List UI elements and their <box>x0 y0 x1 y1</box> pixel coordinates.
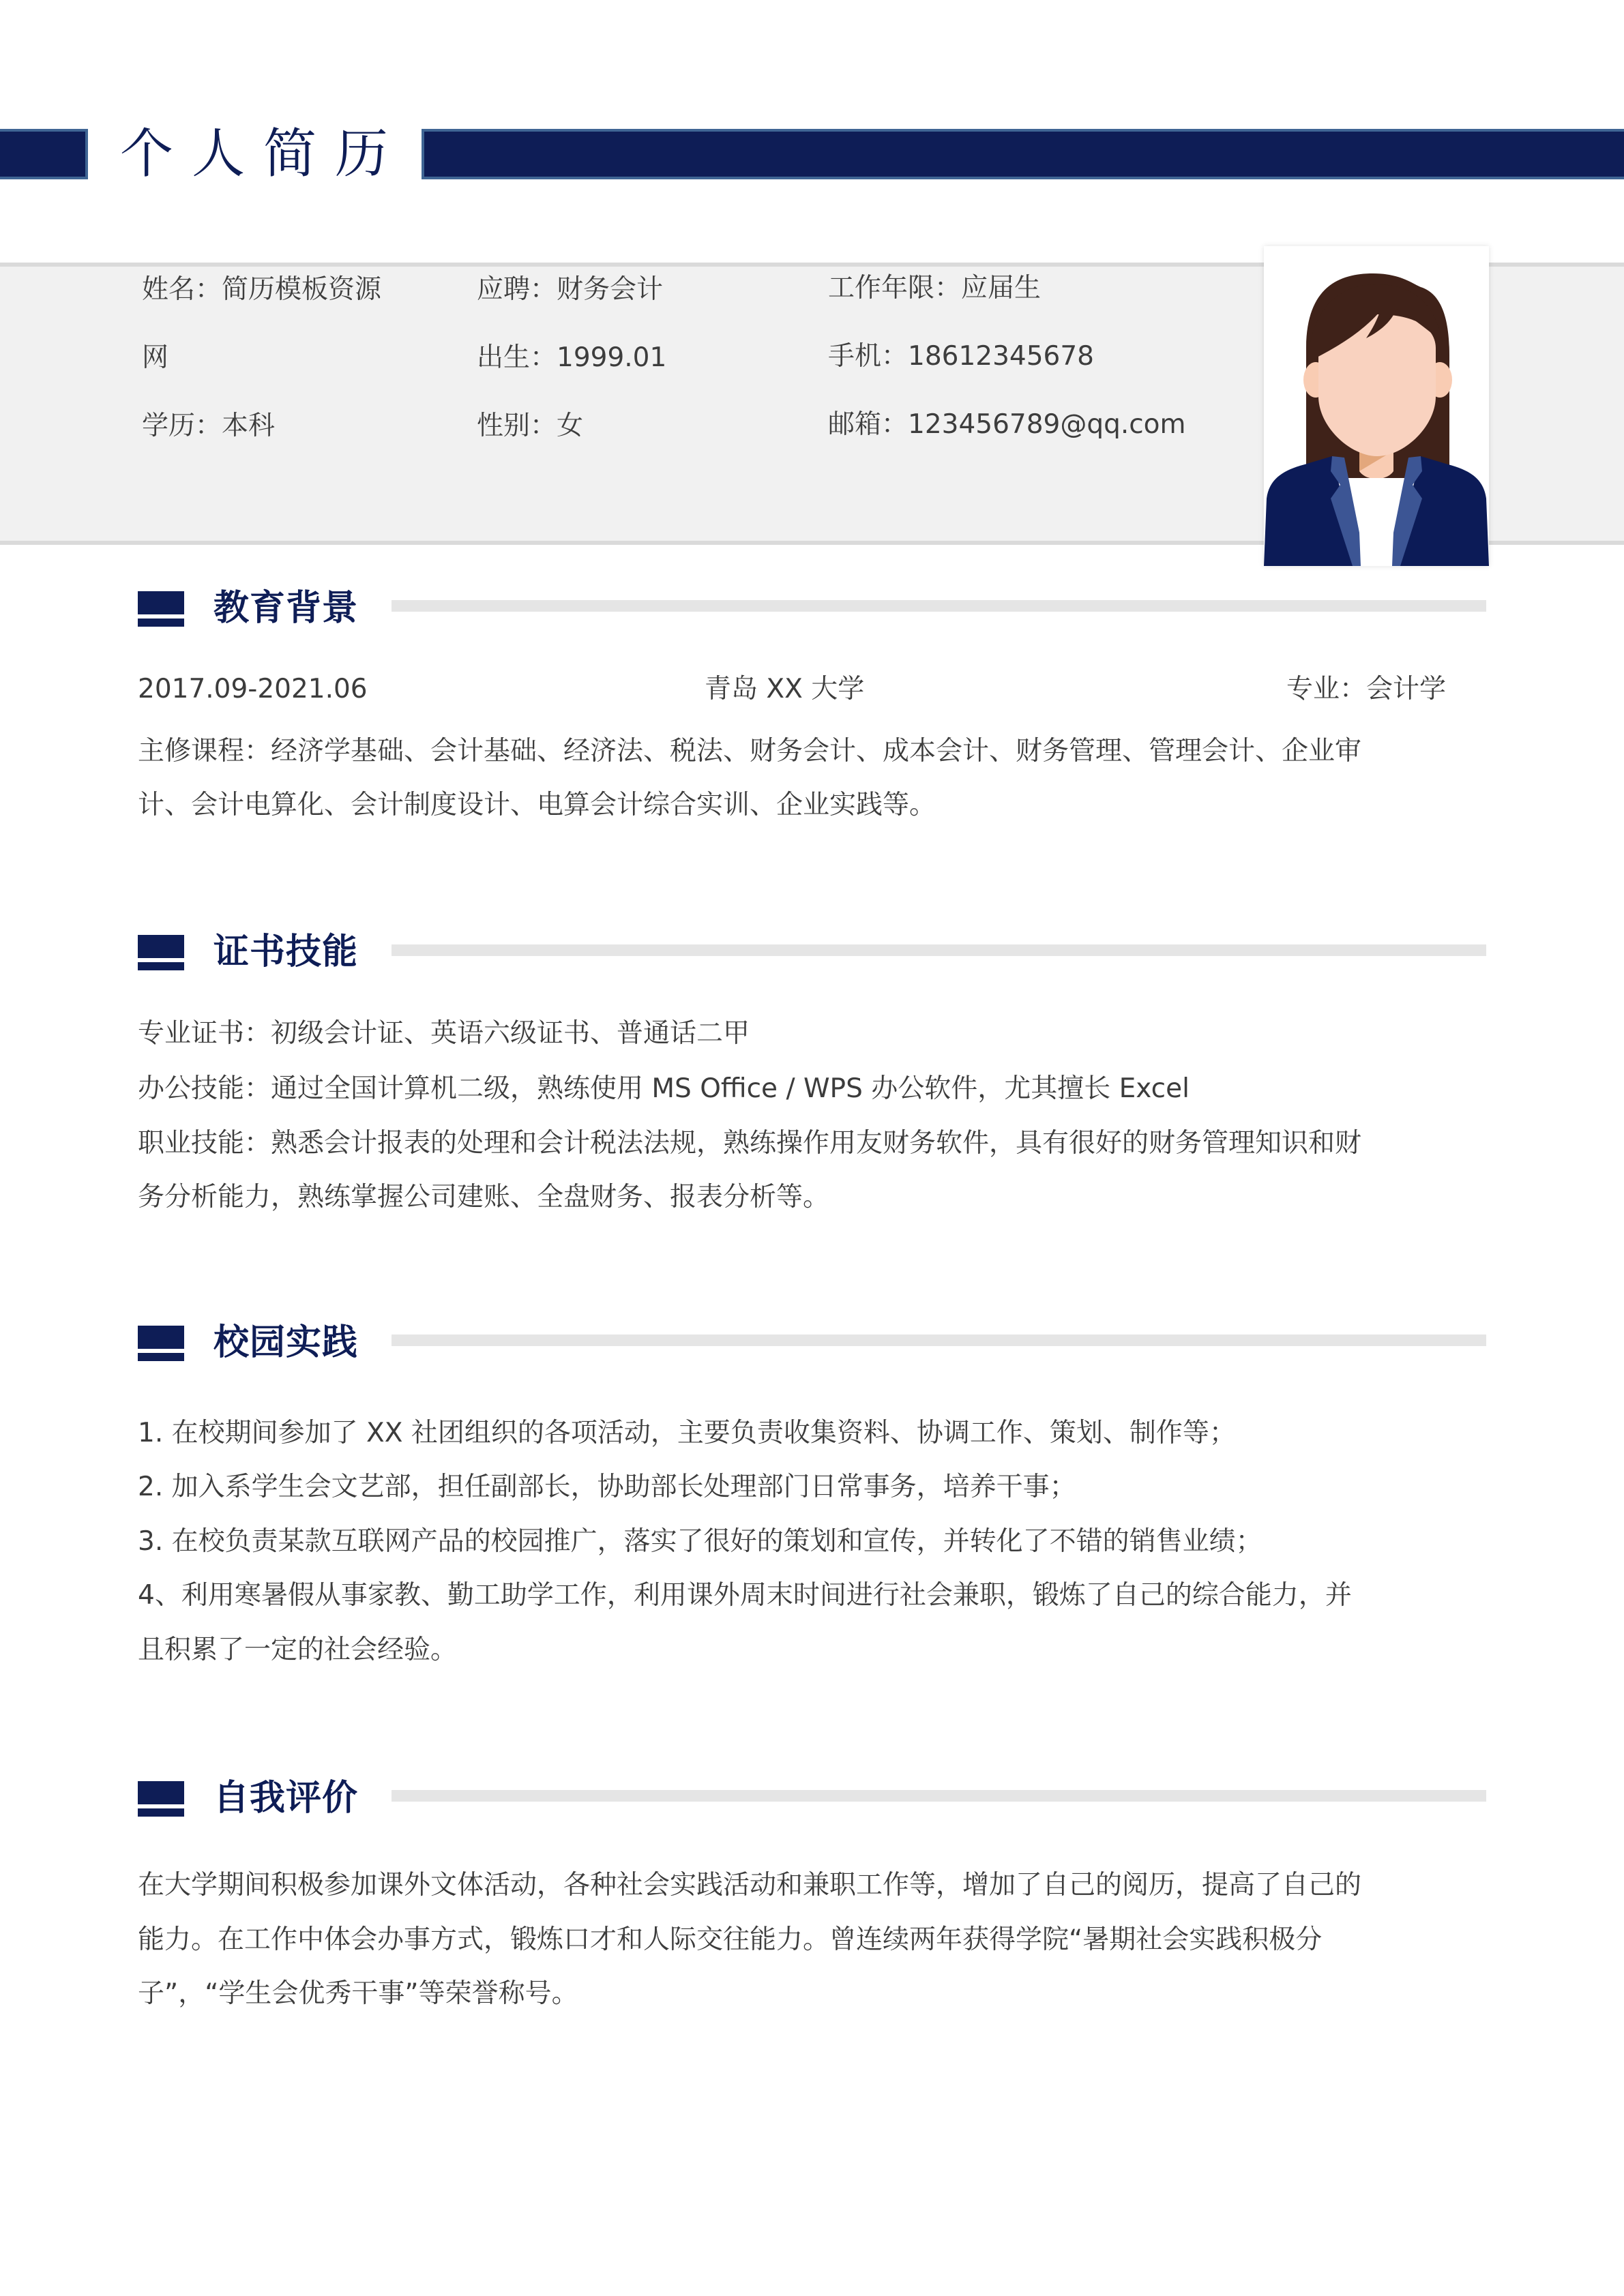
education-section-title: 教育背景 <box>213 588 359 629</box>
campus-section-icon-bar <box>138 1353 184 1361</box>
info-name <box>142 273 381 307</box>
info-education-label: 学历： <box>142 411 222 441</box>
info-education <box>142 409 275 443</box>
info-email <box>828 408 1186 442</box>
self-evaluation-section-divider <box>392 1790 1486 1802</box>
info-phone-value: 18612345678 <box>908 341 1094 372</box>
self-evaluation-section-icon-bar <box>138 1808 184 1817</box>
education-section-icon-bar <box>138 618 184 627</box>
info-name-label: 姓名： <box>142 274 222 305</box>
education-courses-line1 <box>138 732 1361 771</box>
info-birth <box>477 341 666 375</box>
education-major: 专业：会计学 <box>1286 674 1447 704</box>
campus-item: 4、利用寒暑假从事家教、勤工助学工作，利用课外周末时间进行社会兼职，锻炼了自己的综合能力，并 <box>138 1580 1352 1611</box>
education-period: 2017.09-2021.06 <box>138 674 368 704</box>
info-gender <box>477 409 583 443</box>
education-section-divider <box>392 600 1486 612</box>
skills-item-professional <box>138 1124 1361 1163</box>
campus-item: 3. 在校负责某款互联网产品的校园推广，落实了很好的策划和宣传，并转化了不错的销售业绩； <box>138 1526 1263 1557</box>
campus-item: 1. 在校期间参加了 XX 社团组织的各项活动，主要负责收集资料、协调工作、策划、制作等； <box>138 1418 1236 1448</box>
skills-item-office <box>138 1070 1190 1108</box>
skills-item-certificates <box>138 1015 750 1053</box>
info-position-value: 财务会计 <box>557 274 664 305</box>
education-section-icon <box>138 591 184 614</box>
page-title: 个人简历 <box>120 123 407 185</box>
self-evaluation-section-icon <box>138 1781 184 1804</box>
info-phone-label: 手机： <box>828 341 909 372</box>
campus-item-continued: 且积累了一定的社会经验。 <box>138 1635 458 1665</box>
skills-item-text: 初级会计证、英语六级证书、普通话二甲 <box>271 1018 750 1049</box>
info-experience-value: 应届生 <box>961 273 1042 303</box>
skills-item-label: 职业技能： <box>138 1128 271 1159</box>
info-email-value: 123456789@qq.com <box>908 409 1186 440</box>
profile-photo <box>1264 246 1489 566</box>
skills-section-title: 证书技能 <box>213 931 359 972</box>
info-email-label: 邮箱： <box>828 409 909 440</box>
campus-section-divider <box>392 1335 1486 1346</box>
education-courses-text: 经济学基础、会计基础、经济法、税法、财务会计、成本会计、财务管理、管理会计、企业审 <box>271 736 1362 766</box>
skills-section-icon-bar <box>138 962 184 970</box>
skills-section-icon <box>138 935 184 958</box>
self-evaluation-text: 能力。在工作中体会办事方式，锻炼口才和人际交往能力。曾连续两年获得学院“暑期社会实践积极分 <box>138 1924 1323 1955</box>
info-gender-value: 女 <box>557 411 584 441</box>
self-evaluation-section-title: 自我评价 <box>213 1778 359 1819</box>
info-name-continued: 网 <box>142 342 169 373</box>
campus-section-title: 校园实践 <box>213 1322 359 1363</box>
title-bar-left-block <box>0 129 88 179</box>
campus-section-icon <box>138 1326 184 1349</box>
info-birth-value: 1999.01 <box>557 342 667 373</box>
education-courses-label: 主修课程： <box>138 736 271 766</box>
skills-item-label: 办公技能： <box>138 1073 271 1104</box>
skills-item-label: 专业证书： <box>138 1018 271 1049</box>
info-education-value: 本科 <box>222 411 276 441</box>
campus-item: 2. 加入系学生会文艺部，担任副部长，协助部长处理部门日常事务，培养干事； <box>138 1472 1076 1502</box>
info-phone <box>828 340 1094 374</box>
info-birth-label: 出生： <box>477 342 557 373</box>
info-position <box>477 273 663 307</box>
self-evaluation-text: 子”，“学生会优秀干事”等荣誉称号。 <box>138 1978 578 2009</box>
info-name-value: 简历模板资源 <box>222 274 382 305</box>
info-experience-label: 工作年限： <box>828 273 962 303</box>
self-evaluation-text: 在大学期间积极参加课外文体活动，各种社会实践活动和兼职工作等，增加了自己的阅历，提高了自己的 <box>138 1870 1362 1900</box>
info-experience <box>828 271 1041 305</box>
skills-item-text: 通过全国计算机二级，熟练使用 MS Office / WPS 办公软件，尤其擅长 Excel <box>271 1073 1190 1104</box>
info-position-label: 应聘： <box>477 274 557 305</box>
education-school: 青岛 XX 大学 <box>705 674 865 704</box>
info-gender-label: 性别： <box>477 411 557 441</box>
title-bar-right-block <box>422 129 1624 179</box>
avatar-icon <box>1264 246 1489 566</box>
education-courses-line2: 计、会计电算化、会计制度设计、电算会计综合实训、企业实践等。 <box>138 790 936 820</box>
skills-item-professional-continued: 务分析能力，熟练掌握公司建账、全盘财务、报表分析等。 <box>138 1182 830 1212</box>
skills-section-divider <box>392 944 1486 956</box>
skills-item-text: 熟悉会计报表的处理和会计税法法规，熟练操作用友财务软件，具有很好的财务管理知识和财 <box>271 1128 1362 1159</box>
